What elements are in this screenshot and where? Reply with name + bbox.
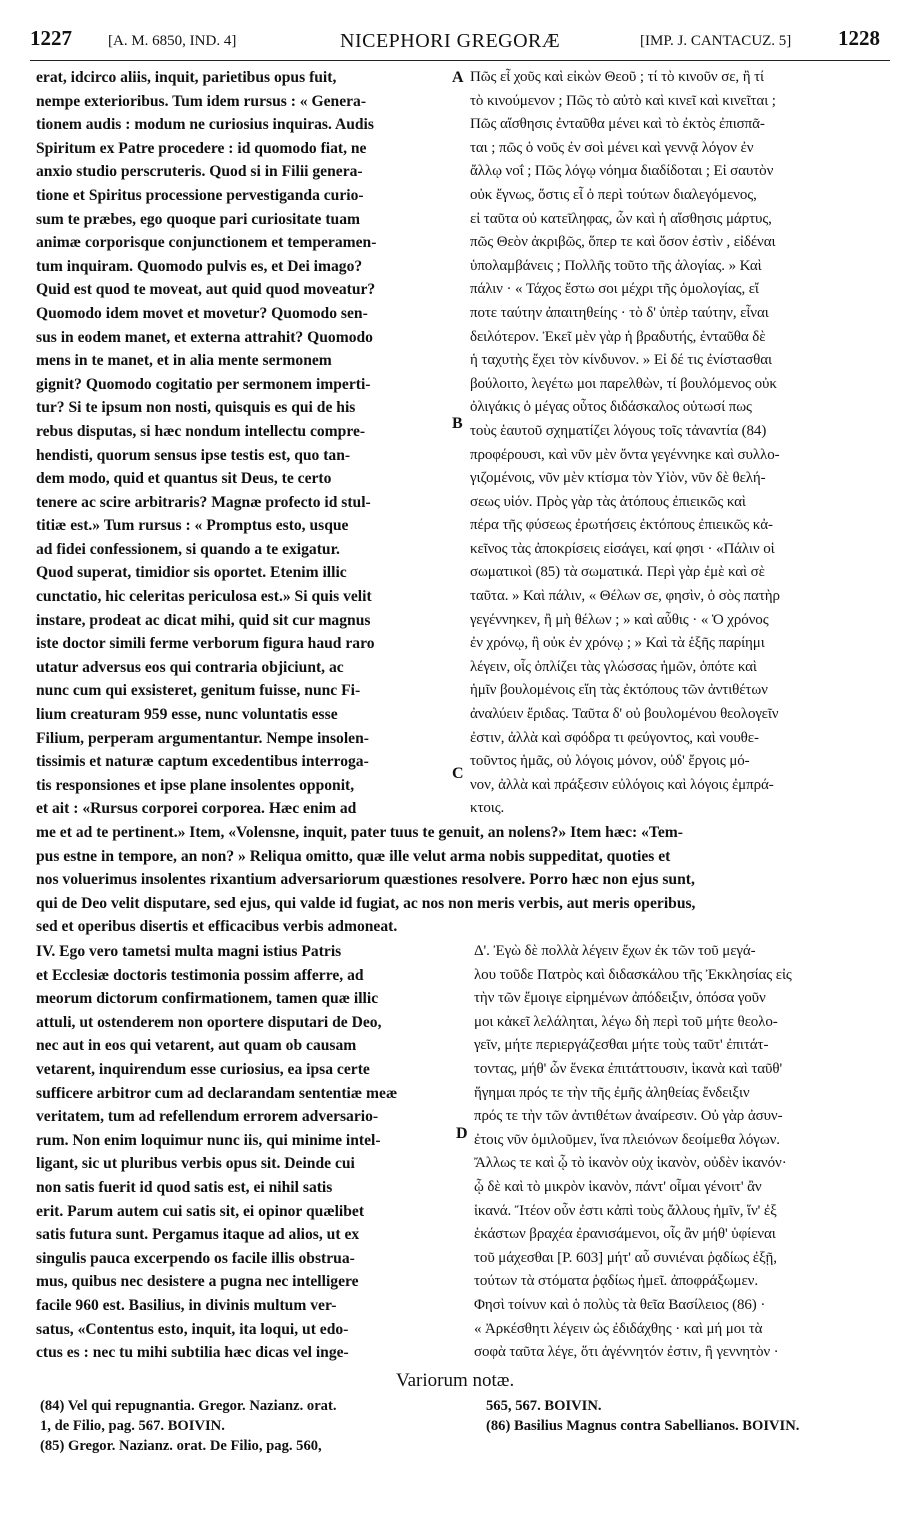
greek-text-line: γεγέννηκεν, ἢ μὴ θέλων ; » καὶ αὖθις · « Ὁ χρόνος [470,611,769,628]
greek-text-line: σεως υἱόν. Πρὸς γὰρ τὰς ἀτόπους ἐπιεικῶς καὶ [470,493,746,510]
greek-text-line: δειλότερον. Ἐκεῖ μὲν γὰρ ἡ βραδυτής, ἐνταῦθα δὲ [470,328,766,345]
latin-text-line: gignit? Quomodo cogitatio per sermonem imperti- [36,375,371,393]
latin-text-line: instare, prodeat ac dicat mihi, quid sit cur magnus [36,611,371,629]
latin-text-line: rebus disputas, si hæc nondum intellectu compre- [36,422,366,440]
latin-text-line: nunc cum qui exsisteret, genitum fuisse, nunc Fi- [36,682,361,700]
greek-text-line: ποτε ταύτην ἀπαιτηθείης · τὸ δ' ὑπὲρ ταύτην, εἶναι [470,304,769,321]
full-width-text-line: qui de Deo velit disputare, sed ejus, qui valde id fugiat, ac nos non meris verbis, aut meris operibus, [36,894,696,912]
latin-text-line: satis futura sunt. Pergamus itaque ad alios, ut ex [36,1226,360,1244]
latin-text-line: animæ corporisque conjunctionem et temperamen- [36,234,377,252]
note-line: (85) Gregor. Nazianz. orat. De Filio, pag. 560, [40,1438,322,1454]
marker-a: A [452,69,464,86]
latin-text-line: Filium, perperam argumentantur. Nempe insolen- [36,729,369,747]
greek-text-line: τοῦ μάχεσθαι [P. 603] μήτ' αὖ συνιέναι ῥᾳδίως ἐξῇ, [474,1249,777,1266]
header-left-info: [A. M. 6850, IND. 4] [108,33,237,49]
latin-text-line: meorum dictorum confirmationem, tamen quæ illic [36,990,379,1008]
greek-text-line: ἑκάστων βραχέα ἐρανισάμενοι, οἷς ἂν μήθ' ὑφίεναι [474,1226,776,1243]
greek-text-line: τοὺς ἑαυτοῦ σχηματίζει λόγους τοῖς τἀναντία (84) [470,422,767,439]
latin-text-line: singulis pauca excerpendo os facile illis obstrua- [36,1249,355,1267]
latin-text-line: Quomodo idem movet et movetur? Quomodo sen- [36,304,368,322]
greek-text-line: τούτων τὰ στόματα ῥᾳδίως ἡμεῖ. ἀποφράξωμεν. [474,1273,758,1290]
latin-text-line: tum inquiram. Quomodo pulvis es, et Dei imago? [36,257,363,275]
latin-text-line: satus, «Contentus esto, inquit, ita loqui, ut edo- [36,1320,349,1338]
greek-text-line: ἄλλῳ νοΐ ; Πῶς λόγῳ νόημα διαδίδοται ; Εἰ σαυτὸν [470,163,774,180]
greek-text-line: ται ; πῶς ὁ νοῦς ἐν σοὶ μένει καὶ γεννᾷ λόγον ἐν [470,139,754,156]
greek-text-line: ἐστιν, ἀλλὰ καὶ σφόδρα τι φεύγοντος, καὶ νουθε- [470,729,759,746]
greek-text-line: ἱκανά. Ἴτέον οὖν ἐστι κἀπὶ τοὺς ἄλλους ἡμῖν, ἵν' ἐξ [474,1202,777,1219]
greek-text-line: ὑπολαμβάνεις ; Πολλῆς τοῦτο τῆς ἀλογίας. » Καὶ [470,257,762,274]
latin-text-line: tissimis et naturæ captum excedentibus interroga- [36,753,369,771]
latin-text-line: attuli, ut ostenderem non oportere disputari de Deo, [36,1013,382,1031]
greek-text-line: πάλιν · « Τάχος ἔστω σοι μέχρι τῆς ὁμολογίας, εἴ [470,281,759,298]
greek-text-line: « Ἀρκέσθητι λέγειν ὡς ἐδιδάχθης · καὶ μή μοι τὰ [474,1320,763,1337]
latin-text-line: titiæ est.» Tum rursus : « Promptus esto, usque [36,517,349,535]
notes-title: Variorum notæ. [396,1370,515,1391]
greek-text-line: λου τοῦδε Πατρὸς καὶ διδασκάλου τῆς Ἐκκλησίας εἰς [474,966,792,983]
latin-text-line: sufficere arbitror cum ad declarandam sententiæ meæ [36,1084,398,1102]
note-line: 1, de Filio, pag. 567. BOIVIN. [40,1418,225,1434]
latin-text-line: hendisti, quorum sensus ipse testis est, quo tan- [36,446,351,464]
full-width-paragraph [36,821,896,939]
greek-text-line: ἡ ταχυτὴς ἔχει τὸν κίνδυνον. » Εἰ δέ τις ἐνίστασθαι [470,352,772,369]
latin-text-line: tione et Spiritus processione pervestiganda curio- [36,186,364,204]
latin-text-line: Quod superat, timidior sis oportet. Etenim illic [36,564,347,582]
notes-left-column [40,1396,470,1456]
greek-text-line: τοντας, μήθ' ὧν ἕνεκα ἐπιτάττουσιν, ἱκανὰ καὶ ταῦθ' [474,1060,783,1077]
latin-text-line: et ait : «Rursus corporei corporea. Hæc enim ad [36,800,357,818]
latin-text-line: tionem audis : modum ne curiosius inquiras. Audis [36,116,374,134]
greek-text-line: εἰ ταῦτα οὐ κατεῖληφας, ὧν καὶ ἡ αἴσθησις μάρτυς, [470,210,772,227]
greek-text-line: σωματικοὶ (85) τὰ σωματικά. Περὶ γὰρ ἐμὲ καὶ σὲ [470,564,765,581]
greek-text-line: ἥγημαι πρός τε τὴν τῆς ἐμῆς ἀληθείας ἔνδειξιν [474,1084,750,1101]
greek-text-line: κεῖνος τὰς ἀποκρίσεις εἰσάγει, καί φησι · «Πάλιν οἱ [470,540,775,557]
greek-column-2 [474,940,896,1365]
right-page-number: 1228 [838,26,880,50]
left-page-number: 1227 [30,26,72,50]
header-rule [30,60,890,61]
greek-text-line: ἀναλύειν ἔριδας. Ταῦτα δ' οὐ βουλομένου θεολογεῖν [470,706,779,723]
greek-text-line: ὀλιγάκις ὁ μέγας οὗτος διδάσκαλος οὑτωσί πως [470,399,752,416]
greek-text-line: ἡμῖν βουλομένοις εἴη τὰς ἐκτόπους τῶν ἀντιθέτων [470,682,768,699]
running-title: NICEPHORI GREGORÆ [340,30,561,52]
latin-text-line: mus, quibus nec desistere a pugna nec intelligere [36,1273,359,1291]
latin-text-line: facile 960 est. Basilius, in divinis multum ver- [36,1296,337,1314]
greek-text-line: πρός τε τὴν τῶν ἀντιθέτων ἀναίρεσιν. Οὐ γὰρ ἀσυν- [474,1108,783,1125]
greek-text-line: ᾧ δὲ καὶ τὸ μικρὸν ἱκανὸν, πάντ' οἶμαι γένοιτ' ἂν [474,1178,762,1195]
greek-text-line: γεῖν, μήτε περιεργάζεσθαι μήτε τοὺς ταῦτ' ἐπιτάτ- [474,1037,769,1054]
full-width-text-line: sed et operibus disertis et efficacibus verbis admoneat. [36,918,398,936]
greek-text-line: τὸ κινούμενον ; Πῶς τὸ αὐτὸ καὶ κινεῖ καὶ κινεῖται ; [470,92,776,109]
latin-column-1 [36,66,450,821]
note-line: 565, 567. BOIVIN. [486,1398,602,1414]
latin-text-line: sus in eodem manet, et externa attrahit? Quomodo [36,328,373,346]
greek-text-line: νον, ἀλλὰ καὶ πράξεσιν εὐλόγοις καὶ λόγοις ἐμπρά- [470,776,774,793]
greek-text-line: τὴν τῶν ἔμοιγε εἰρημένων ἀπόδειξιν, ὁπόσα γοῦν [474,990,766,1007]
latin-text-line: lium creaturam 959 esse, nunc voluntatis esse [36,706,338,724]
note-line: (84) Vel qui repugnantia. Gregor. Nazianz. orat. [40,1398,337,1414]
notes-right-column [486,1396,896,1436]
greek-text-line: σοφὰ ταῦτα λέγε, ὅτι ἀγέννητόν ἐστιν, ἢ γεννητὸν · [474,1344,779,1361]
note-line: (86) Basilius Magnus contra Sabellianos. BOIVIN. [486,1418,800,1434]
latin-text-line: utatur adversus eos qui contraria objiciunt, ac [36,658,344,676]
latin-text-line: ctus es : nec tu mihi subtilia hæc dicas vel inge- [36,1344,349,1362]
full-width-text-line: nos voluerimus insolentes rixantium adversariorum quæstiones resolvere. Porro hæc non ejus sunt, [36,871,695,889]
greek-text-line: οὐκ ἔγνως, ὅστις εἶ ὁ περὶ τούτων διαλεγόμενος, [470,186,757,203]
latin-text-line: tenere ac scire arbitraris? Magnæ profecto id stul- [36,493,371,511]
latin-text-line: ad fidei confessionem, si quando a te exigatur. [36,540,340,558]
greek-text-line: Πῶς αἴσθησις ἐνταῦθα μένει καὶ τὸ ἐκτὸς ἐπισπᾶ- [470,116,765,133]
greek-text-line: προφέρουσι, καὶ νῦν μὲν ὄντα γεγέννηκε καὶ συλλο- [470,446,780,463]
latin-text-line: Quid est quod te moveat, aut quid quod moveatur? [36,281,376,299]
latin-text-line: erit. Parum autem cui satis sit, ei opinor quælibet [36,1202,365,1220]
latin-text-line: IV. Ego vero tametsi multa magni istius Patris [36,943,342,960]
latin-text-line: sum te præbes, ego quoque pari curiositate tuam [36,210,360,228]
latin-text-line: iste doctor simili ferme verborum figura haud raro [36,635,375,653]
latin-text-line: nec aut in eos qui vetarent, aut quam ob causam [36,1037,357,1055]
marker-b: B [452,415,463,432]
greek-text-line: βούλοιτο, λεγέτω μοι παρελθὼν, τί βουλόμενος οὐκ [470,375,777,392]
latin-text-line: dem modo, quid et quantus sit Deus, te certo [36,470,332,488]
greek-text-line: κτοις. [470,800,505,817]
latin-text-line: anxio studio perscruteris. Quod si in Filii genera- [36,163,363,181]
latin-text-line: mens in te manet, et in alia mente sermonem [36,352,332,370]
latin-text-line: cunctatio, hic celeritas periculosa est.» Si quis velit [36,588,372,606]
latin-text-line: nempe exterioribus. Tum idem rursus : « Genera- [36,92,367,110]
full-width-text-line: me et ad te pertinent.» Item, «Volensne, inquit, pater tuus te genuit, an nolens?» Item hæc: «Tem- [36,824,683,841]
greek-text-line: ἐτοις νῦν ὁμιλοῦμεν, ἵνα πλειόνων δεοίμεθα λόγων. [474,1131,780,1148]
latin-text-line: vetarent, inquirendum esse curiosius, ea ipsa certe [36,1060,370,1078]
greek-text-line: πέρα τῆς φύσεως ἐρωτήσεις ἐκτόπους ἐπιεικῶς κἀ- [470,517,773,534]
latin-text-line: Spiritum ex Patre procedere : id quomodo fiat, ne [36,139,367,157]
marker-d: D [456,1125,468,1142]
header-right-info: [IMP. J. CANTACUZ. 5] [640,33,792,49]
marker-c: C [452,765,464,782]
latin-text-line: non satis fuerit id quod satis est, ei nihil satis [36,1178,333,1196]
latin-text-line: et Ecclesiæ doctoris testimonia possim afferre, ad [36,966,364,984]
greek-text-line: Ἄλλως τε καὶ ᾧ τὸ ἱκανὸν οὐχ ἱκανὸν, οὐδὲν ἱκανόν· [474,1155,787,1172]
greek-text-line: πῶς Θεὸν ἀκριβῶς, ὅπερ τε καὶ ὅσον ἐστὶν , εἰδέναι [470,234,776,251]
greek-text-line: Φησὶ τοίνυν καὶ ὁ πολὺς τὰ θεῖα Βασίλειος (86) · [474,1296,766,1313]
latin-column-2 [36,940,450,1365]
greek-text-line: ταῦτα. » Καὶ πάλιν, « Θέλων σε, φησὶν, ὁ σὸς πατὴρ [470,588,780,605]
greek-text-line: ἐν χρόνῳ, ἢ οὐκ ἐν χρόνῳ ; » Καὶ τὰ ἑξῆς παρίημι [470,635,765,652]
greek-text-line: μοι κἀκεῖ λελάληται, λέγω δὴ περὶ τοῦ μήτε θεολο- [474,1013,778,1030]
latin-text-line: veritatem, tum ad refellendum errorem adversario- [36,1108,379,1126]
full-width-text-line: pus estne in tempore, an non? » Reliqua omitto, quæ ille velut arma nobis suppeditat, quoties et [36,847,671,865]
latin-text-line: erat, idcirco aliis, inquit, parietibus opus fuit, [36,69,337,86]
latin-text-line: ligant, sic ut pluribus verbis opus sit. Deinde cui [36,1155,355,1173]
greek-text-line: Δ'. Ἐγὼ δὲ πολλὰ λέγειν ἔχων ἐκ τῶν τοῦ μεγά- [474,943,756,959]
latin-text-line: rum. Non enim loquimur nunc iis, qui minime intel- [36,1131,381,1149]
latin-text-line: tur? Si te ipsum non nosti, quisquis es qui de his [36,399,356,417]
greek-text-line: λέγειν, οἷς ὁπλίζει τὰς γλώσσας ἡμῶν, ὁπότε καὶ [470,658,757,675]
greek-text-line: τοῦντος ἡμᾶς, οὐ λόγοις μόνον, οὐδ' ἔργοις μό- [470,753,750,770]
latin-text-line: tis responsiones et ipse plane insolentes opponit, [36,776,355,794]
greek-text-line: Πῶς εἶ χοῦς καὶ εἰκὼν Θεοῦ ; τί τὸ κινοῦν σε, ἢ τί [470,69,764,85]
greek-column-1 [470,66,896,821]
greek-text-line: γιζομένοις, νῦν μὲν κτίσμα τὸν Υἱὸν, νῦν δὲ θελή- [470,470,766,487]
